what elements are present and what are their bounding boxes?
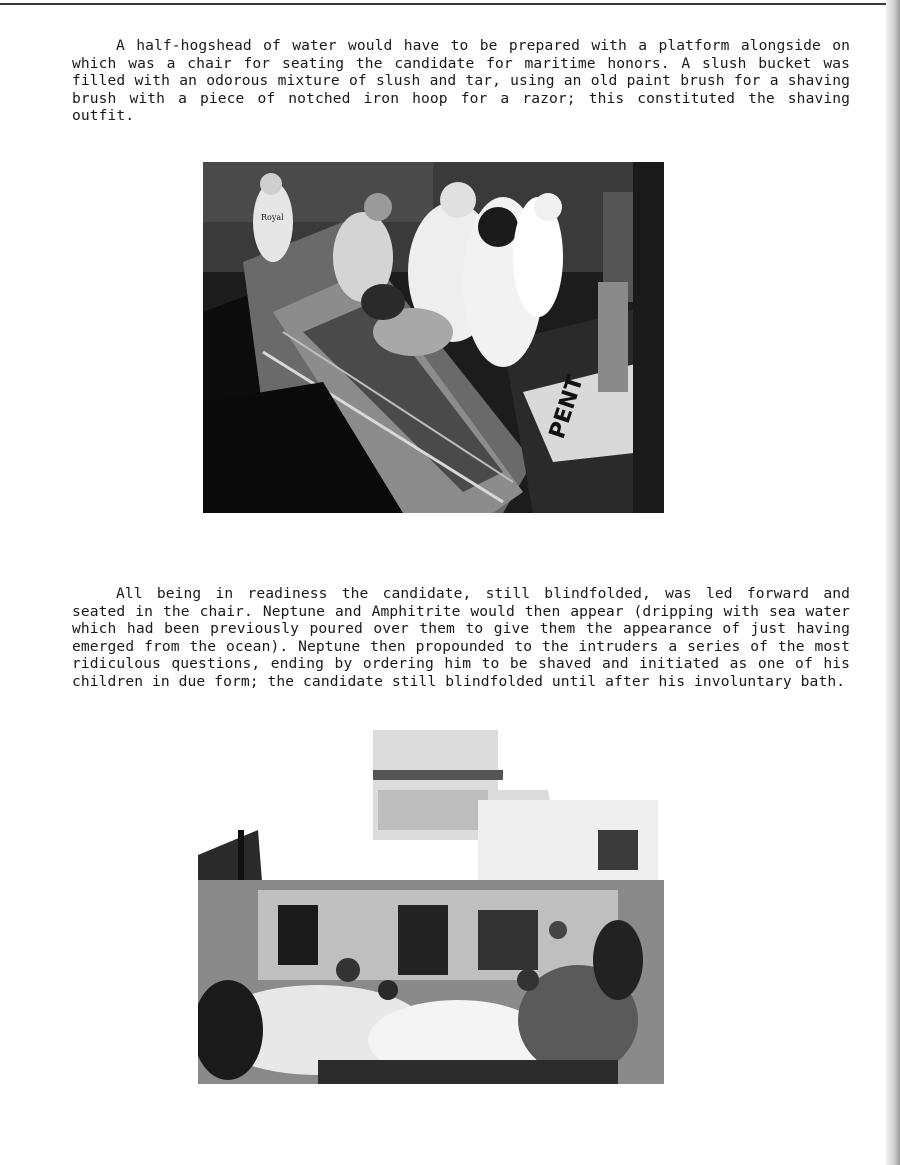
paragraph-neptune-appears [72,585,850,691]
photo-candidate-in-chair [203,162,664,513]
paragraph-text: All being in readiness the candidate, still blindfolded, was led forward and seated in the chair. Neptune and Amphitrite would then appear (dripping with sea water which had been previously poured over them to give them the appearance of just having emerged from the ocean). Neptune then propounded to the intruders a series of the most ridiculous questions, ending by ordering him to be shaved and initiated as one of his children in due form; the candidate still blindfolded until after his involuntary bath. [72,585,850,690]
hull-lettering: PENT [544,372,589,442]
shirt-lettering: Royal [261,213,284,222]
page-edge-shadow [886,0,900,1165]
paragraph-text: A half-hogshead of water would have to be prepared with a platform alongside on which was a chair for seating the candidate for maritime honors. A slush bucket was filled with an odorous mixture of slush and tar, using an old paint brush for a shaving brush with a piece of notched iron hoop for a razor; this constituted the shaving outfit. [72,37,850,125]
photo-crowd-on-deck [198,730,664,1084]
paragraph-shaving-outfit [72,37,850,125]
top-rule [0,3,900,5]
